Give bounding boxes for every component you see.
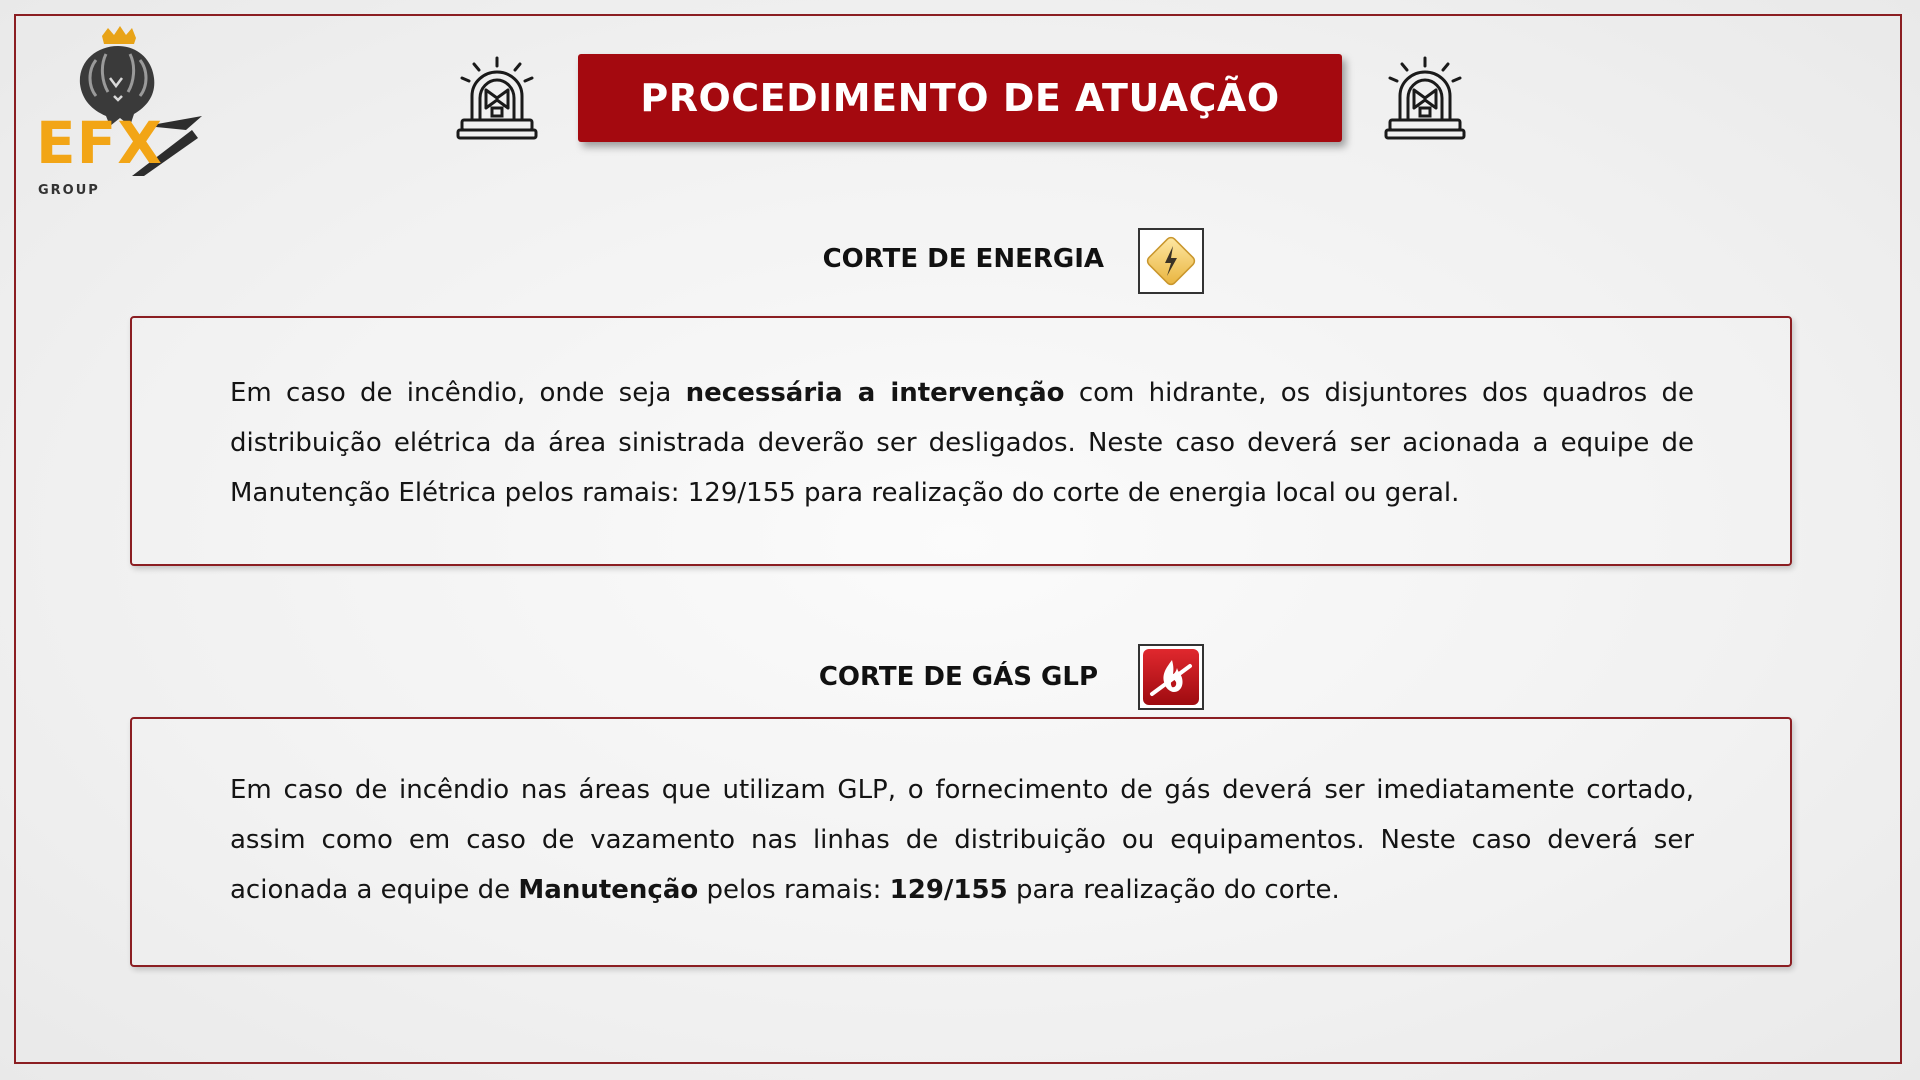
gas-procedure-box [130,717,1792,967]
text-emphasis: Manutenção [518,875,699,905]
logo-wordmark: EFX [36,109,163,177]
text-segment: com hidrante, os disjuntores dos quadros de distribuição elétrica da área sinistrada deverão ser desligados. Neste caso deverá ser acionada a equipe de [230,378,1694,458]
text-segment: para realização do corte de energia local ou geral. [795,478,1460,508]
text-segment: 129/155 [687,478,796,508]
energy-procedure-box [130,316,1792,566]
text-segment: pelos ramais: [496,478,688,508]
page-title: PROCEDIMENTO DE ATUAÇÃO [640,76,1280,120]
text-emphasis: 129/155 [889,875,1008,905]
text-emphasis: necessária a intervenção [685,378,1065,408]
siren-alarm-icon [1384,56,1466,140]
title-banner [578,54,1342,142]
energy-procedure-text [230,368,1694,518]
siren-alarm-icon [456,56,538,140]
text-segment: Manutenção Elétrica [230,478,497,508]
gas-procedure-text [230,765,1694,915]
section-heading-gas: CORTE DE GÁS GLP [818,662,1098,692]
logo-subtitle: GROUP [38,183,100,198]
text-segment: pelos ramais: [698,875,890,905]
text-segment: para realização do corte. [1007,875,1340,905]
section-heading-energia: CORTE DE ENERGIA [822,244,1104,274]
text-segment: Em caso de incêndio, onde seja [230,378,686,408]
efx-group-logo [36,26,204,198]
electric-hazard-icon [1138,228,1204,294]
no-fire-icon [1138,644,1204,710]
text-segment: Em caso de incêndio nas áreas que utilizam GLP, o fornecimento de gás deverá ser imediatamente cortado, assim como em caso de vazamento nas linhas de distribuição ou equipamentos. Neste caso deverá ser acionada a equipe de [230,775,1694,905]
